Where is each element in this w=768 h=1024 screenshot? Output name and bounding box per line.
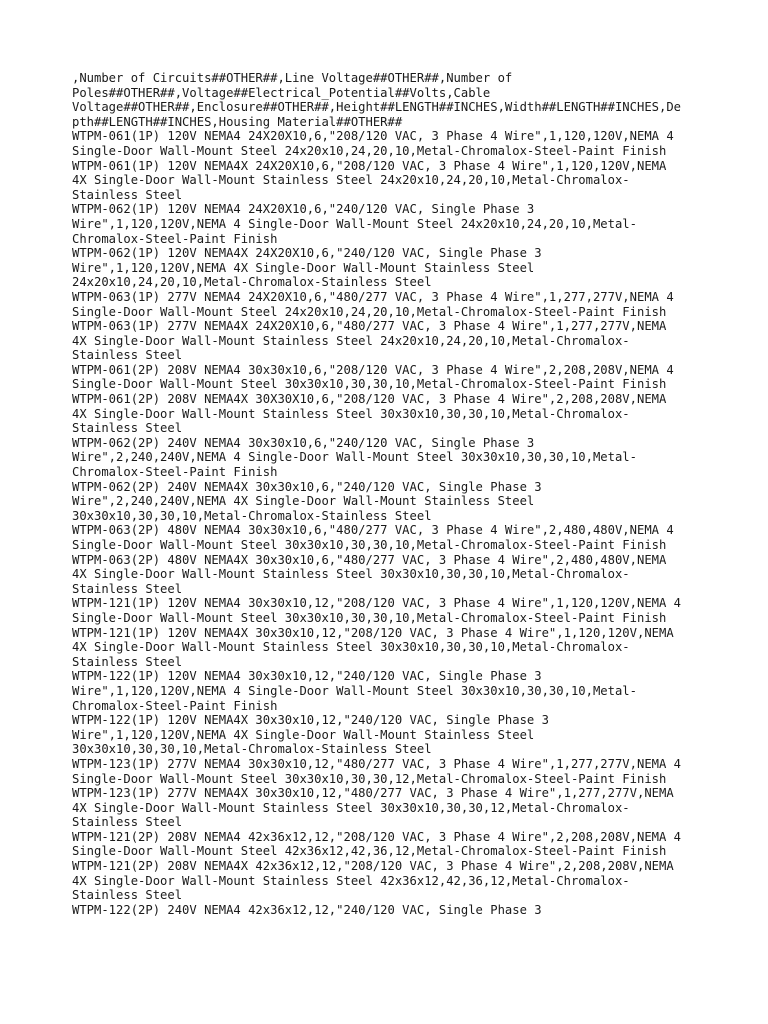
record-line: WTPM-122(2P) 240V NEMA4 42x36x12,12,"240/120 VAC, Single Phase 3	[72, 902, 542, 917]
record-line: WTPM-122(1P) 120V NEMA4 30x30x10,12,"240/120 VAC, Single Phase 3	[72, 669, 542, 684]
record-line: WTPM-122(1P) 120V NEMA4X 30x30x10,12,"240/120 VAC, Single Phase 3	[72, 713, 549, 728]
record-line: WTPM-123(1P) 277V NEMA4 30x30x10,12,"480/277 VAC, 3 Phase 4 Wire",1,277,277V,NEMA 4	[72, 756, 682, 771]
record-line: Stainless Steel	[72, 581, 183, 596]
record-line: 4X Single-Door Wall-Mount Stainless Steel 24x20x10,24,20,10,Metal-Chromalox-	[72, 333, 630, 348]
record-line: Stainless Steel	[72, 815, 183, 830]
record-line: WTPM-121(1P) 120V NEMA4 30x30x10,12,"208/120 VAC, 3 Phase 4 Wire",1,120,120V,NEMA 4	[72, 596, 682, 611]
record-line: WTPM-061(2P) 208V NEMA4X 30X30X10,6,"208/120 VAC, 3 Phase 4 Wire",2,208,208V,NEMA	[72, 392, 667, 407]
record-line: 4X Single-Door Wall-Mount Stainless Steel 30x30x10,30,30,10,Metal-Chromalox-	[72, 406, 630, 421]
header-line: ,Number of Circuits##OTHER##,Line Voltage##OTHER##,Number of	[72, 71, 513, 85]
record-line: WTPM-121(1P) 120V NEMA4X 30x30x10,12,"208/120 VAC, 3 Phase 4 Wire",1,120,120V,NEMA	[72, 625, 674, 640]
record-line: 4X Single-Door Wall-Mount Stainless Steel 30x30x10,30,30,10,Metal-Chromalox-	[72, 640, 630, 655]
record-line: Stainless Steel	[72, 421, 183, 436]
record-line: 24x20x10,24,20,10,Metal-Chromalox-Stainless Steel	[72, 275, 432, 290]
record-line: 4X Single-Door Wall-Mount Stainless Steel 30x30x10,30,30,12,Metal-Chromalox-	[72, 800, 630, 815]
record-line: WTPM-061(1P) 120V NEMA4 24X20X10,6,"208/120 VAC, 3 Phase 4 Wire",1,120,120V,NEMA 4	[72, 129, 674, 144]
record-line: WTPM-062(1P) 120V NEMA4X 24X20X10,6,"240/120 VAC, Single Phase 3	[72, 246, 542, 261]
header-line: Voltage##OTHER##,Enclosure##OTHER##,Height##LENGTH##INCHES,Width##LENGTH##INCHES,De	[72, 100, 682, 115]
record-line: Stainless Steel	[72, 888, 183, 903]
record-line: 4X Single-Door Wall-Mount Stainless Steel 30x30x10,30,30,10,Metal-Chromalox-	[72, 567, 630, 582]
record-line: Single-Door Wall-Mount Steel 42x36x12,42,36,12,Metal-Chromalox-Steel-Paint Finish	[72, 844, 667, 859]
record-line: WTPM-063(2P) 480V NEMA4X 30x30x10,6,"480/277 VAC, 3 Phase 4 Wire",2,480,480V,NEMA	[72, 552, 667, 567]
record-line: WTPM-062(1P) 120V NEMA4 24X20X10,6,"240/120 VAC, Single Phase 3	[72, 202, 535, 217]
record-line: 30x30x10,30,30,10,Metal-Chromalox-Stainless Steel	[72, 508, 432, 523]
record-line: WTPM-121(2P) 208V NEMA4 42x36x12,12,"208/120 VAC, 3 Phase 4 Wire",2,208,208V,NEMA 4	[72, 829, 682, 844]
record-line: Single-Door Wall-Mount Steel 24x20x10,24,20,10,Metal-Chromalox-Steel-Paint Finish	[72, 143, 667, 158]
record-line: Single-Door Wall-Mount Steel 30x30x10,30,30,10,Metal-Chromalox-Steel-Paint Finish	[72, 377, 667, 392]
record-line: Chromalox-Steel-Paint Finish	[72, 231, 278, 246]
record-line: WTPM-062(2P) 240V NEMA4 30x30x10,6,"240/120 VAC, Single Phase 3	[72, 435, 535, 450]
record-line: Wire",1,120,120V,NEMA 4 Single-Door Wall-Mount Steel 24x20x10,24,20,10,Metal-	[72, 216, 637, 231]
record-line: 30x30x10,30,30,10,Metal-Chromalox-Stainless Steel	[72, 742, 432, 757]
record-line: WTPM-123(1P) 277V NEMA4X 30x30x10,12,"480/277 VAC, 3 Phase 4 Wire",1,277,277V,NEMA	[72, 786, 674, 801]
record-line: Wire",2,240,240V,NEMA 4 Single-Door Wall-Mount Steel 30x30x10,30,30,10,Metal-	[72, 450, 637, 465]
record-line: Single-Door Wall-Mount Steel 24x20x10,24,20,10,Metal-Chromalox-Steel-Paint Finish	[72, 304, 667, 319]
record-line: WTPM-062(2P) 240V NEMA4X 30x30x10,6,"240/120 VAC, Single Phase 3	[72, 479, 542, 494]
record-line: WTPM-063(1P) 277V NEMA4 24X20X10,6,"480/277 VAC, 3 Phase 4 Wire",1,277,277V,NEMA 4	[72, 289, 674, 304]
record-line: WTPM-121(2P) 208V NEMA4X 42x36x12,12,"208/120 VAC, 3 Phase 4 Wire",2,208,208V,NEMA	[72, 859, 674, 874]
record-line: 4X Single-Door Wall-Mount Stainless Steel 24x20x10,24,20,10,Metal-Chromalox-	[72, 173, 630, 188]
record-line: WTPM-061(1P) 120V NEMA4X 24X20X10,6,"208/120 VAC, 3 Phase 4 Wire",1,120,120V,NEMA	[72, 158, 667, 173]
record-line: Chromalox-Steel-Paint Finish	[72, 465, 278, 480]
record-line: Stainless Steel	[72, 348, 183, 363]
document-page	[72, 71, 702, 917]
record-line: Chromalox-Steel-Paint Finish	[72, 698, 278, 713]
record-line: Wire",2,240,240V,NEMA 4X Single-Door Wall-Mount Stainless Steel	[72, 494, 535, 509]
header-line: pth##LENGTH##INCHES,Housing Material##OTHER##	[72, 114, 403, 129]
header-line: Poles##OTHER##,Voltage##Electrical_Potential##Volts,Cable	[72, 85, 491, 100]
record-line: Wire",1,120,120V,NEMA 4X Single-Door Wall-Mount Stainless Steel	[72, 727, 535, 742]
record-line: WTPM-063(2P) 480V NEMA4 30x30x10,6,"480/277 VAC, 3 Phase 4 Wire",2,480,480V,NEMA 4	[72, 523, 674, 538]
record-line: Stainless Steel	[72, 187, 183, 202]
record-line: Stainless Steel	[72, 654, 183, 669]
record-line: WTPM-061(2P) 208V NEMA4 30x30x10,6,"208/120 VAC, 3 Phase 4 Wire",2,208,208V,NEMA 4	[72, 362, 674, 377]
record-line: WTPM-063(1P) 277V NEMA4X 24X20X10,6,"480/277 VAC, 3 Phase 4 Wire",1,277,277V,NEMA	[72, 319, 667, 334]
record-line: Single-Door Wall-Mount Steel 30x30x10,30,30,12,Metal-Chromalox-Steel-Paint Finish	[72, 771, 667, 786]
record-line: Wire",1,120,120V,NEMA 4X Single-Door Wall-Mount Stainless Steel	[72, 260, 535, 275]
record-line: Wire",1,120,120V,NEMA 4 Single-Door Wall-Mount Steel 30x30x10,30,30,10,Metal-	[72, 683, 637, 698]
record-line: Single-Door Wall-Mount Steel 30x30x10,30,30,10,Metal-Chromalox-Steel-Paint Finish	[72, 538, 667, 552]
record-line: 4X Single-Door Wall-Mount Stainless Steel 42x36x12,42,36,12,Metal-Chromalox-	[72, 873, 630, 888]
record-line: Single-Door Wall-Mount Steel 30x30x10,30,30,10,Metal-Chromalox-Steel-Paint Finish	[72, 610, 667, 625]
